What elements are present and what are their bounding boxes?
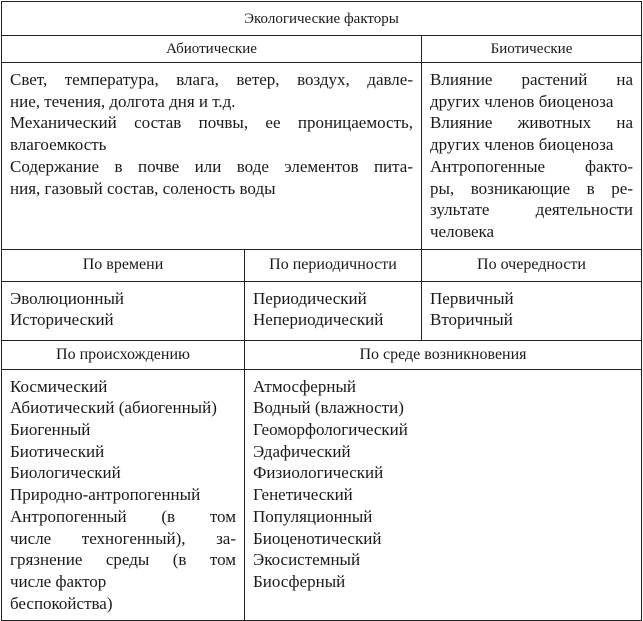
- list-item: Антропогенный (в том: [10, 506, 236, 526]
- by-time-header: [2, 249, 245, 281]
- list-item: Периодический: [253, 288, 367, 308]
- list-item: Вторичный: [430, 310, 513, 330]
- list-item: Популяционный: [253, 506, 373, 526]
- biotic-line: других членов биоценоза: [430, 91, 614, 111]
- list-item: Биосферный: [253, 571, 346, 591]
- by-environment-content: [245, 369, 642, 621]
- by-order-header-text: По очередности: [477, 256, 586, 274]
- table-title-text: Экологические факторы: [244, 10, 399, 27]
- by-origin-header: [2, 340, 245, 369]
- biotic-line: Влияние растений на: [430, 70, 633, 89]
- abiotic-line: влагоемкость: [10, 135, 107, 155]
- list-item: Атмосферный: [253, 376, 356, 396]
- list-item: Биогенный: [10, 420, 91, 440]
- table-title: [2, 2, 642, 36]
- list-item: грязнение среды (в том: [10, 550, 236, 570]
- biotic-header: [422, 36, 642, 63]
- list-item: Эволюционный: [10, 288, 125, 308]
- list-item: Непериодический: [253, 310, 384, 330]
- list-item: Генетический: [253, 485, 353, 505]
- by-time-header-text: По времени: [82, 256, 164, 274]
- by-environment-header-text: По среде возникновения: [359, 345, 527, 363]
- biotic-header-text: Биотические: [490, 41, 573, 57]
- by-time-content: [2, 281, 245, 340]
- by-order-header: [422, 249, 642, 281]
- abiotic-header-text: Абиотические: [166, 41, 257, 57]
- list-item: Исторический: [10, 310, 114, 330]
- abiotic-line: Механический состав почвы, ее проницаемость,: [10, 113, 413, 133]
- abiotic-line: Свет, температура, влага, ветер, воздух, давле-: [10, 70, 413, 89]
- by-origin-header-text: По происхождению: [56, 345, 190, 363]
- biotic-line: ры, возникающие в ре-: [430, 178, 633, 198]
- list-item: Биоценотический: [253, 528, 382, 548]
- biotic-line: других членов биоценоза: [430, 135, 614, 155]
- list-item: числе техногенный), за-: [10, 528, 236, 548]
- list-item: Природно-антропогенный: [10, 485, 201, 505]
- abiotic-header: [2, 36, 422, 63]
- abiotic-line: ния, газовый состав, соленость воды: [10, 178, 276, 198]
- list-item: Эдафический: [253, 441, 351, 461]
- biotic-line: зультате деятельности: [430, 200, 633, 220]
- by-environment-header: [245, 340, 642, 369]
- list-item: беспокойства): [10, 593, 113, 613]
- biotic-content: [422, 63, 642, 250]
- ecological-factors-table: [1, 1, 642, 621]
- list-item: Первичный: [430, 288, 514, 308]
- list-item: Экосистемный: [253, 550, 361, 570]
- list-item: Абиотический (абиогенный): [10, 398, 217, 418]
- list-item: Геоморфологический: [253, 420, 408, 440]
- by-order-content: [422, 281, 642, 340]
- by-periodicity-header: [245, 249, 422, 281]
- biotic-line: Влияние животных на: [430, 113, 633, 133]
- abiotic-line: ние, течения, долгота дня и т.д.: [10, 91, 236, 111]
- list-item: Физиологический: [253, 463, 384, 483]
- by-origin-content: [2, 369, 245, 621]
- biotic-line: человека: [430, 221, 495, 241]
- by-periodicity-content: [245, 281, 422, 340]
- abiotic-content: [2, 63, 422, 250]
- list-item: Водный (влажности): [253, 398, 404, 418]
- abiotic-line: Содержание в почве или воде элементов пита-: [10, 156, 413, 176]
- list-item: Биотический: [10, 441, 105, 461]
- biotic-line: Антропогенные факто-: [430, 156, 633, 176]
- list-item: Биологический: [10, 463, 121, 483]
- list-item: Космический: [10, 376, 108, 396]
- by-periodicity-header-text: По периодичности: [269, 256, 397, 274]
- list-item: числе фактор: [10, 571, 107, 591]
